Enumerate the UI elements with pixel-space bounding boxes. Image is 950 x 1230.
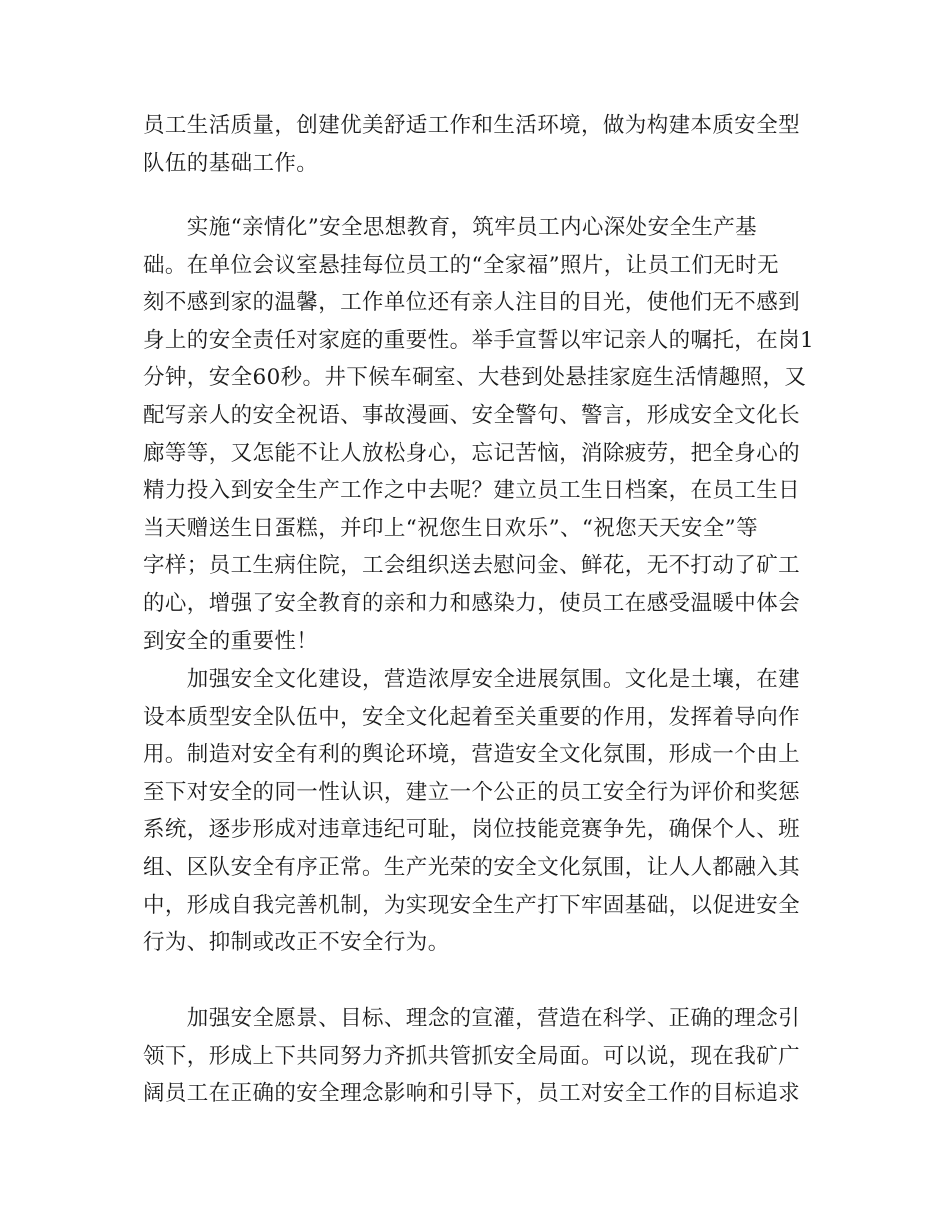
paragraph-line: 加强安全愿景、目标、理念的宣灌，营造在科学、正确的理念引 bbox=[143, 1006, 801, 1031]
paragraph-3 bbox=[143, 661, 808, 962]
paragraph-2 bbox=[143, 209, 815, 660]
paragraph-line: 员工生活质量，创建优美舒适工作和生活环境，做为构建本质安全型 bbox=[143, 113, 801, 138]
paragraph-4 bbox=[143, 1000, 808, 1113]
paragraph-line: 队伍的基础工作。 bbox=[143, 150, 319, 176]
paragraph-line: 精力投入到安全生产工作之中去呢？建立员工生日档案，在员工生日 bbox=[143, 478, 801, 504]
paragraph-line: 加强安全文化建设，营造浓厚安全进展氛围。文化是土壤，在建 bbox=[143, 667, 801, 692]
paragraph-line: 行为、抑制或改正不安全行为。 bbox=[143, 930, 450, 956]
paragraph-line: 身上的安全责任对家庭的重要性。举手宣誓以牢记亲人的嘱托，在岗1 bbox=[143, 327, 815, 353]
paragraph-line: 刻不感到家的温馨，工作单位还有亲人注目的目光，使他们无不感到 bbox=[143, 290, 801, 316]
paragraph-line: 到安全的重要性！ bbox=[143, 628, 319, 654]
paragraph-line: 实施“亲情化”安全思想教育，筑牢员工内心深处安全生产基 bbox=[143, 215, 758, 240]
paragraph-line: 字样；员工生病住院，工会组织送去慰问金、鲜花，无不打动了矿工 bbox=[143, 553, 801, 579]
paragraph-line: 础。在单位会议室悬挂每位员工的“全家福”照片，让员工们无时无 bbox=[143, 252, 779, 278]
paragraph-line: 组、区队安全有序正常。生产光荣的安全文化氛围，让人人都融入其 bbox=[143, 854, 801, 880]
paragraph-line: 当天赠送生日蛋糕，并印上“祝您生日欢乐”、“祝您天天安全”等 bbox=[143, 515, 758, 541]
paragraph-line: 的心，增强了安全教育的亲和力和感染力，使员工在感受温暖中体会 bbox=[143, 590, 801, 616]
paragraph-line: 至下对安全的同一性认识，建立一个公正的员工安全行为评价和奖惩 bbox=[143, 779, 801, 805]
paragraph-line: 配写亲人的安全祝语、事故漫画、安全警句、警言，形成安全文化长 bbox=[143, 402, 801, 428]
paragraph-line: 用。制造对安全有利的舆论环境，营造安全文化氛围，形成一个由上 bbox=[143, 742, 801, 768]
paragraph-line: 阔员工在正确的安全理念影响和引导下，员工对安全工作的目标追求 bbox=[143, 1081, 801, 1107]
paragraph-line: 系统，逐步形成对违章违纪可耻，岗位技能竞赛争先，确保个人、班 bbox=[143, 817, 801, 843]
paragraph-line: 廊等等，又怎能不让人放松身心，忘记苦恼，消除疲劳，把全身心的 bbox=[143, 440, 801, 466]
paragraph-1 bbox=[143, 107, 808, 182]
paragraph-line: 领下，形成上下共同努力齐抓共管抓安全局面。可以说，现在我矿广 bbox=[143, 1043, 801, 1069]
paragraph-line: 中，形成自我完善机制，为实现安全生产打下牢固基础，以促进安全 bbox=[143, 892, 801, 918]
paragraph-line: 设本质型安全队伍中，安全文化起着至关重要的作用，发挥着导向作 bbox=[143, 704, 801, 730]
paragraph-line: 分钟，安全60秒。井下候车硐室、大巷到处悬挂家庭生活情趣照，又 bbox=[143, 365, 807, 391]
